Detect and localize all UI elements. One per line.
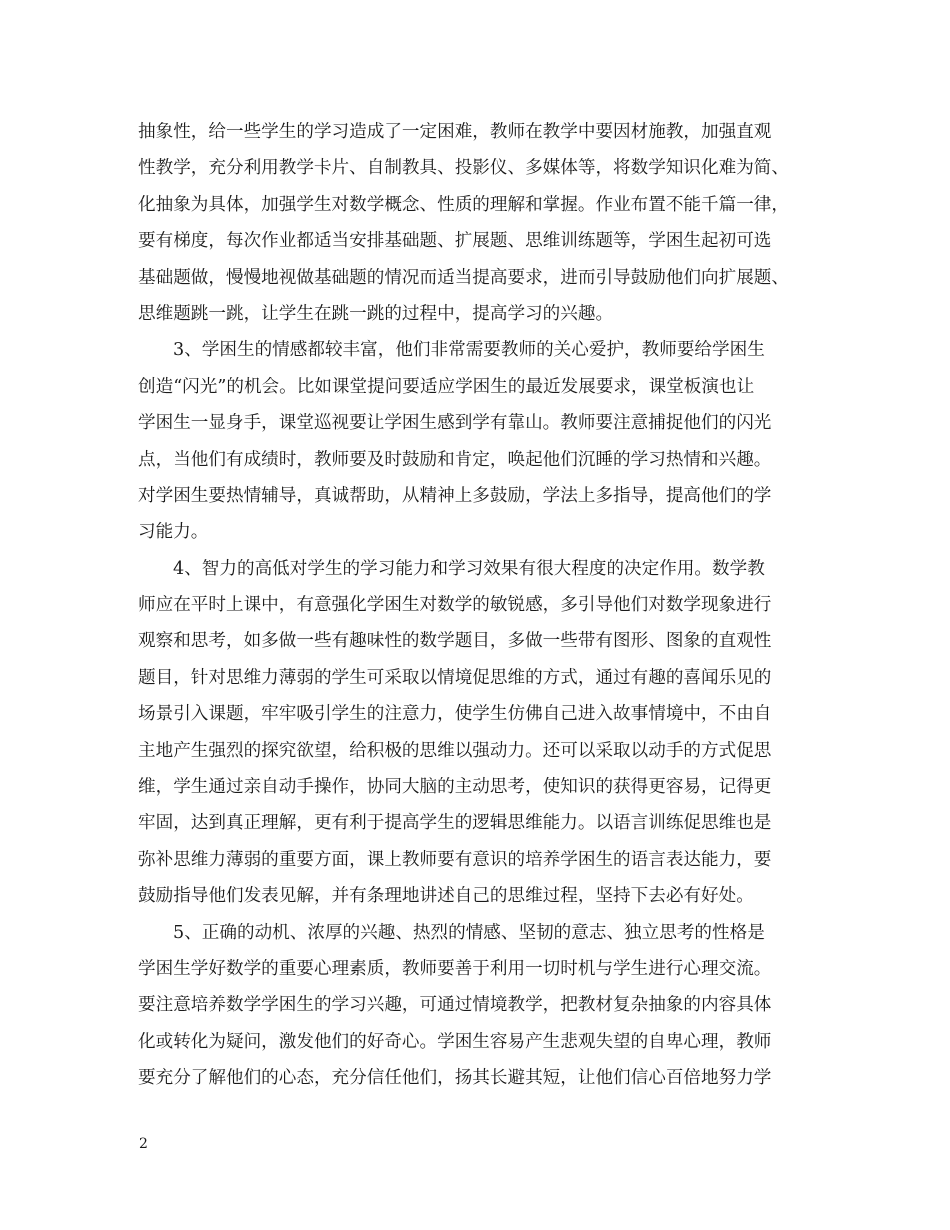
text-line: 要注意培养数学学困生的学习兴趣，可通过情境教学，把教材复杂抽象的内容具体 bbox=[138, 995, 772, 1016]
text-line: 师应在平时上课中，有意强化学困生对数学的敏锐感，多引导他们对数学现象进行 bbox=[138, 595, 772, 616]
text-line: 维，学生通过亲自动手操作，协同大脑的主动思考，使知识的获得更容易，记得更 bbox=[138, 777, 772, 798]
text-line: 学困生学好数学的重要心理素质，教师要善于利用一切时机与学生进行心理交流。 bbox=[138, 958, 772, 979]
text-line: 习能力。 bbox=[138, 522, 209, 543]
text-line: 基础题做，慢慢地视做基础题的情况而适当提高要求，进而引导鼓励他们向扩展题、 bbox=[138, 267, 789, 288]
text-line: 鼓励指导他们发表见解，并有条理地讲述自己的思维过程，坚持下去必有好处。 bbox=[138, 886, 754, 907]
text-line: 点，当他们有成绩时，教师要及时鼓励和肯定，唤起他们沉睡的学习热情和兴趣。 bbox=[138, 449, 772, 470]
text-line: 化或转化为疑问，激发他们的好奇心。学困生容易产生悲观失望的自卑心理，教师 bbox=[138, 1031, 772, 1052]
text-line: 观察和思考，如多做一些有趣味性的数学题目，多做一些带有图形、图象的直观性 bbox=[138, 631, 772, 652]
text-line: 化抽象为具体，加强学生对数学概念、性质的理解和掌握。作业布置不能千篇一律， bbox=[138, 194, 789, 215]
text-line: 抽象性，给一些学生的学习造成了一定困难，教师在教学中要因材施教，加强直观 bbox=[138, 122, 772, 142]
text-line: 主地产生强烈的探究欲望，给积极的思维以强动力。还可以采取以动手的方式促思 bbox=[138, 740, 772, 761]
page-number: 2 bbox=[139, 1136, 148, 1152]
text-line: 场景引入课题，牢牢吸引学生的注意力，使学生仿佛自己进入故事情境中，不由自 bbox=[138, 704, 772, 725]
text-line: 弥补思维力薄弱的重要方面，课上教师要有意识的培养学困生的语言表达能力，要 bbox=[138, 849, 772, 870]
text-line: 思维题跳一跳，让学生在跳一跳的过程中，提高学习的兴趣。 bbox=[138, 303, 614, 324]
text-line: 要充分了解他们的心态，充分信任他们，扬其长避其短，让他们信心百倍地努力学 bbox=[138, 1068, 772, 1089]
text-line: 要有梯度，每次作业都适当安排基础题、扩展题、思维训练题等，学困生起初可选 bbox=[138, 231, 772, 252]
text-line: 对学困生要热情辅导，真诚帮助，从精神上多鼓励，学法上多指导，提高他们的学 bbox=[138, 485, 772, 506]
paragraph-first-line: 4、智力的高低对学生的学习能力和学习效果有很大程度的决定作用。数学教 bbox=[173, 558, 765, 579]
text-line: 性教学，充分利用教学卡片、自制教具、投影仪、多媒体等，将数学知识化难为简、 bbox=[138, 158, 789, 179]
text-line: 题目，针对思维力薄弱的学生可采取以情境促思维的方式，通过有趣的喜闻乐见的 bbox=[138, 667, 772, 688]
paragraph-first-line: 5、正确的动机、浓厚的兴趣、热烈的情感、坚韧的意志、独立思考的性格是 bbox=[173, 922, 765, 943]
text-line: 学困生一显身手，课堂巡视要让学困生感到学有靠山。教师要注意捕捉他们的闪光 bbox=[138, 413, 772, 434]
body-text bbox=[138, 114, 814, 1097]
text-line: 创造“闪光”的机会。比如课堂提问要适应学困生的最近发展要求，课堂板演也让 bbox=[138, 376, 755, 397]
paragraph-first-line: 3、学困生的情感都较丰富，他们非常需要教师的关心爱护，教师要给学困生 bbox=[173, 340, 765, 361]
text-line: 牢固，达到真正理解，更有利于提高学生的逻辑思维能力。以语言训练促思维也是 bbox=[138, 813, 772, 834]
